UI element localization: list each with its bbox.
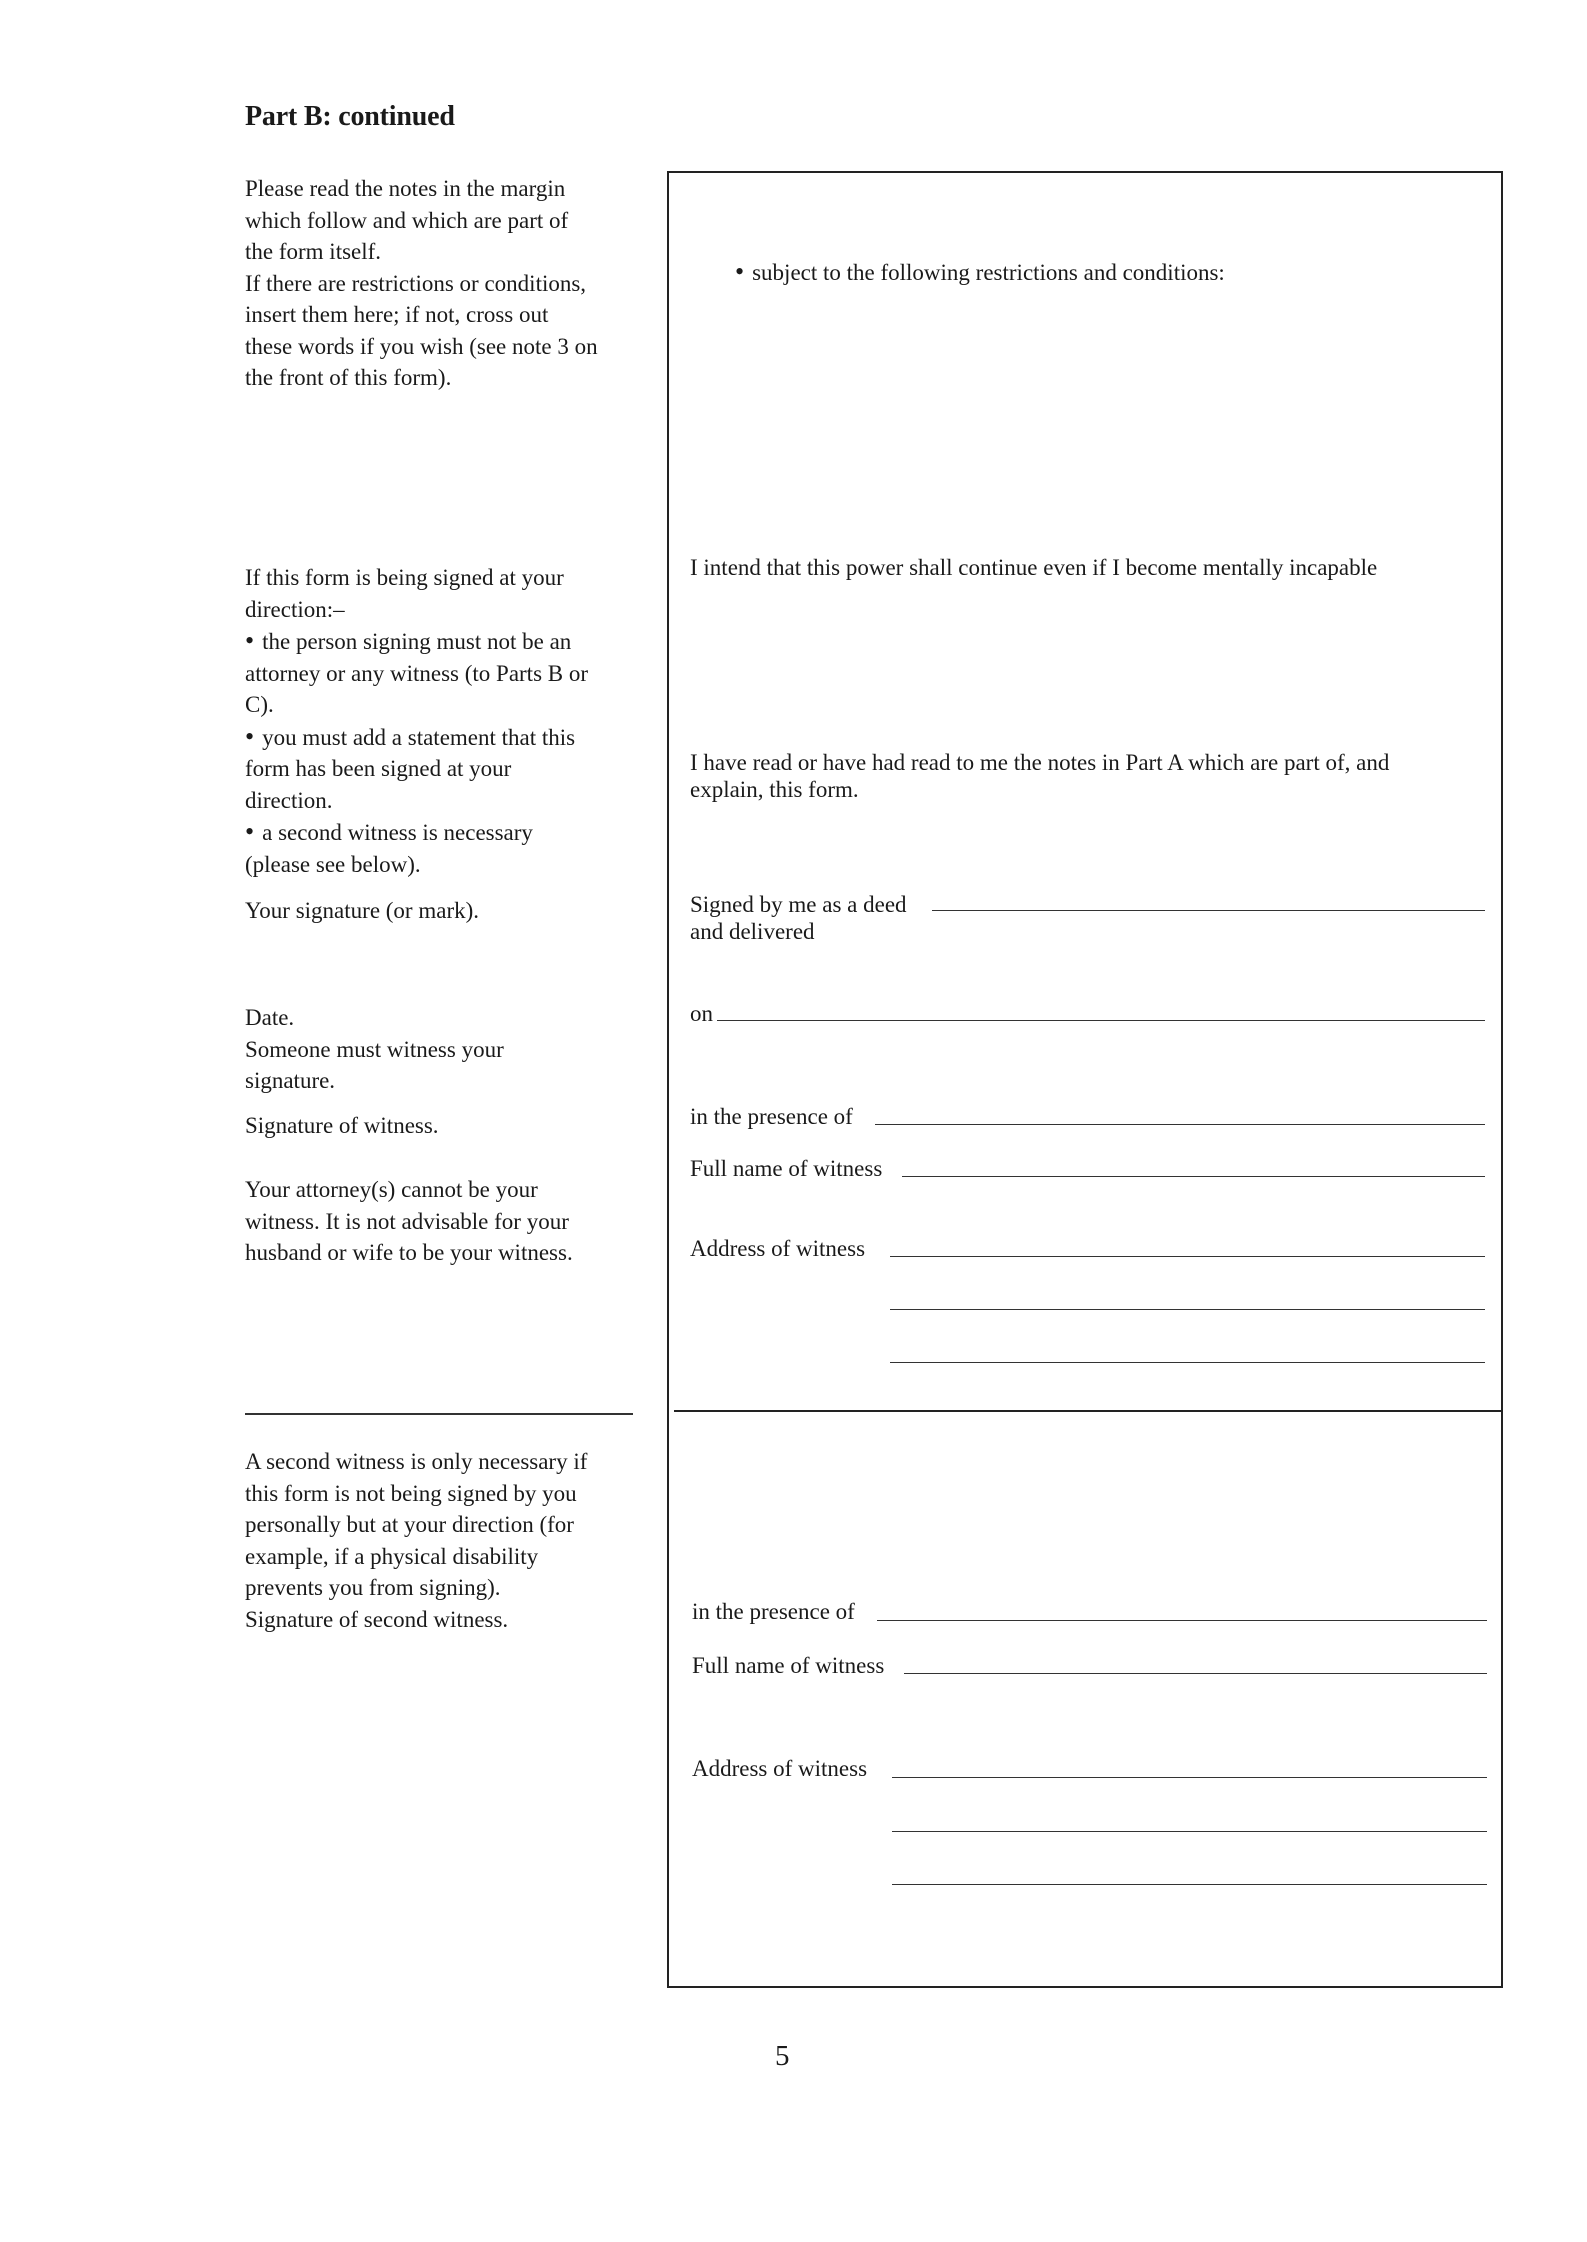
signed-label <box>690 891 907 945</box>
note-line: C). <box>245 692 274 717</box>
note-line: which follow and which are part of <box>245 207 569 233</box>
label-line: and delivered <box>690 919 815 944</box>
witness-address-line[interactable] <box>890 1362 1485 1363</box>
full-name-label: Full name of witness <box>690 1156 883 1181</box>
note-line: form has been signed at your <box>245 756 512 781</box>
page-title: Part B: continued <box>245 101 455 132</box>
note-line: Your attorney(s) cannot be your <box>245 1177 538 1202</box>
witness-name-line[interactable] <box>902 1176 1485 1177</box>
restrictions-label: • subject to the following restrictions and conditions: <box>735 258 1225 286</box>
page-number: 5 <box>775 2040 790 2072</box>
address-label: Address of witness <box>690 1236 866 1261</box>
second-witness-name-line[interactable] <box>904 1673 1487 1674</box>
statement-line: explain, this form. <box>690 777 859 802</box>
note-line: Signature of second witness. <box>245 1606 509 1632</box>
presence-label: in the presence of <box>690 1104 853 1129</box>
margin-note-second-witness <box>245 1446 655 1635</box>
form-box-divider <box>674 1410 1503 1412</box>
second-full-name-label: Full name of witness <box>692 1653 885 1678</box>
signature-line[interactable] <box>932 910 1485 911</box>
note-line: the front of this form). <box>245 365 452 390</box>
note-line: Please read the notes in the margin <box>245 176 566 201</box>
note-signature-of-witness: Signature of witness. <box>245 1113 439 1138</box>
note-line: (please see below). <box>245 851 421 877</box>
note-line: husband or wife to be your witness. <box>245 1240 573 1265</box>
note-line: signature. <box>245 1068 336 1093</box>
margin-note-attorney-warning <box>245 1174 645 1269</box>
note-line: If this form is being signed at your <box>245 565 564 590</box>
date-line[interactable] <box>717 1020 1485 1021</box>
note-line: attorney or any witness (to Parts B or <box>245 660 589 686</box>
bullet-item: • the person signing must not be an <box>245 625 645 658</box>
margin-note-direction <box>245 562 645 880</box>
margin-note-intro <box>245 173 645 394</box>
note-line: A second witness is only necessary if <box>245 1449 588 1474</box>
second-witness-signature-line[interactable] <box>877 1620 1487 1621</box>
second-address-label: Address of witness <box>692 1756 868 1781</box>
note-line: If there are restrictions or conditions, <box>245 270 587 296</box>
witness-signature-line[interactable] <box>875 1124 1485 1125</box>
bullet-item: • you must add a statement that this <box>245 721 645 754</box>
restrictions-field[interactable] <box>690 300 1480 530</box>
note-line: Someone must witness your <box>245 1036 504 1062</box>
note-line: direction. <box>245 787 333 813</box>
note-line: insert them here; if not, cross out <box>245 302 549 327</box>
continue-statement: I intend that this power shall continue even if I become mentally incapable <box>690 555 1378 580</box>
bullet-item: • a second witness is necessary <box>245 816 645 849</box>
witness-address-line[interactable] <box>890 1309 1485 1310</box>
note-line: this form is not being signed by you <box>245 1480 577 1506</box>
date-on-label: on <box>690 1001 713 1026</box>
second-witness-address-line[interactable] <box>892 1884 1487 1885</box>
note-line: prevents you from signing). <box>245 1575 501 1600</box>
note-line: these words if you wish (see note 3 on <box>245 333 598 359</box>
note-line: the form itself. <box>245 239 382 264</box>
second-witness-address-line[interactable] <box>892 1831 1487 1832</box>
note-line: direction:– <box>245 596 345 622</box>
witness-address-line[interactable] <box>890 1256 1485 1257</box>
note-your-signature: Your signature (or mark). <box>245 898 480 923</box>
note-line: witness. It is not advisable for your <box>245 1208 569 1234</box>
second-witness-address-line[interactable] <box>892 1777 1487 1778</box>
note-line: example, if a physical disability <box>245 1543 539 1569</box>
margin-note-date <box>245 1002 645 1097</box>
note-date: Date. <box>245 1005 295 1030</box>
second-presence-label: in the presence of <box>692 1599 855 1624</box>
margin-divider <box>245 1413 633 1415</box>
read-notes-statement <box>690 749 1490 803</box>
statement-line: I have read or have had read to me the notes in Part A which are part of, and <box>690 750 1390 775</box>
label-line: Signed by me as a deed <box>690 892 907 917</box>
note-line: personally but at your direction (for <box>245 1512 574 1537</box>
